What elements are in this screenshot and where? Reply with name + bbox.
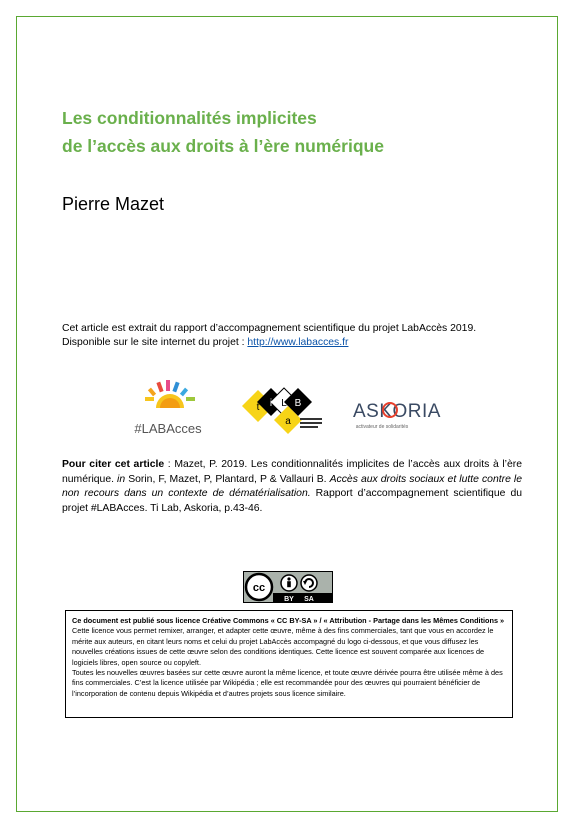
license-box xyxy=(65,610,513,718)
citation-part-1: : Mazet, P. 2019. Les conditionnalités implicites de l’accès aux droits à l’ère numérique. xyxy=(62,459,522,485)
labacces-logo-text: #LABAcces xyxy=(134,421,202,436)
tilab-letter-5: B xyxy=(294,398,302,409)
author-name: Pierre Mazet xyxy=(62,194,165,214)
license-heading xyxy=(72,616,506,626)
share-alike-icon xyxy=(301,575,317,591)
cc-by-sa-badge xyxy=(243,571,333,603)
askoria-logo-text: ASKORIA xyxy=(353,401,441,422)
intro-paragraph xyxy=(62,322,522,350)
intro-line-2 xyxy=(62,336,522,350)
title-line-1: Les conditionnalités implicites xyxy=(62,108,317,128)
citation-paragraph xyxy=(62,458,522,516)
license-paragraph-2: Toutes les nouvelles œuvres basées sur cette œuvre auront la même licence, et toute œuvre dérivée pourra être utilisée même à des fins commerciales. C’est la licence utilisée par Wikipédia ; elle est recommandée pour des œuvres qui pourraient bénéficier de l’incorporation de contenu depuis Wikipédia et d’autres projets sous licence similaire. xyxy=(72,668,503,698)
citation-part-3: Rapport d’accompagnement scientifique du projet #LABAcces. Ti Lab, Askoria, p.43-46. xyxy=(62,488,522,514)
project-website-link[interactable]: http://www.labacces.fr xyxy=(247,337,349,348)
page-title xyxy=(62,104,522,160)
partner-logos xyxy=(0,378,578,438)
by-label: BY xyxy=(284,596,294,603)
citation-in: in xyxy=(117,473,126,485)
tilab-letter-4: a xyxy=(285,416,291,427)
tilab-logo xyxy=(242,388,322,434)
tilab-letter-3: L xyxy=(281,398,287,409)
license-heading-text: Ce document est publié sous licence Créative Commons « CC BY-SA » / « Attribution - Partage dans les Mêmes Conditions » xyxy=(72,616,505,625)
intro-line-2-prefix: Disponible sur le site internet du projet : xyxy=(62,337,248,348)
cc-icon-text: cc xyxy=(252,582,266,594)
title-line-2: de l’accès aux droits à l’ère numérique xyxy=(62,136,384,156)
tilab-letter-2: i xyxy=(269,398,273,409)
askoria-logo xyxy=(353,401,441,430)
citation-label: Pour citer cet article xyxy=(62,459,165,470)
labacces-logo xyxy=(134,380,202,436)
sa-label: SA xyxy=(304,596,314,603)
askoria-tagline: activateur de solidarités xyxy=(355,424,409,430)
citation-part-2: Sorin, F, Mazet, P, Plantard, P & Vallauri B. xyxy=(125,473,330,485)
citation-book-title: Accès aux droits sociaux et lutte contre le non recours dans un contexte de dématérialisation. xyxy=(62,473,522,500)
intro-line-1: Cet article est extrait du rapport d’accompagnement scientifique du projet LabAccès 2019. xyxy=(62,323,477,334)
tilab-letter-1: t xyxy=(256,402,260,413)
license-paragraph-1: Cette licence vous permet remixer, arranger, et adapter cette œuvre, même à des fins commerciales, tant que vous en accordez le mérite aux auteurs, en citant leurs noms et celui du projet LabAccès accompagné du logo ci-dessous, et que vous diffusez les nouvelles créations issues de cette œuvre selon des conditions identiques. Cette licence est souvent comparée aux licences de logiciels libres, open source ou copyleft. xyxy=(72,626,494,667)
